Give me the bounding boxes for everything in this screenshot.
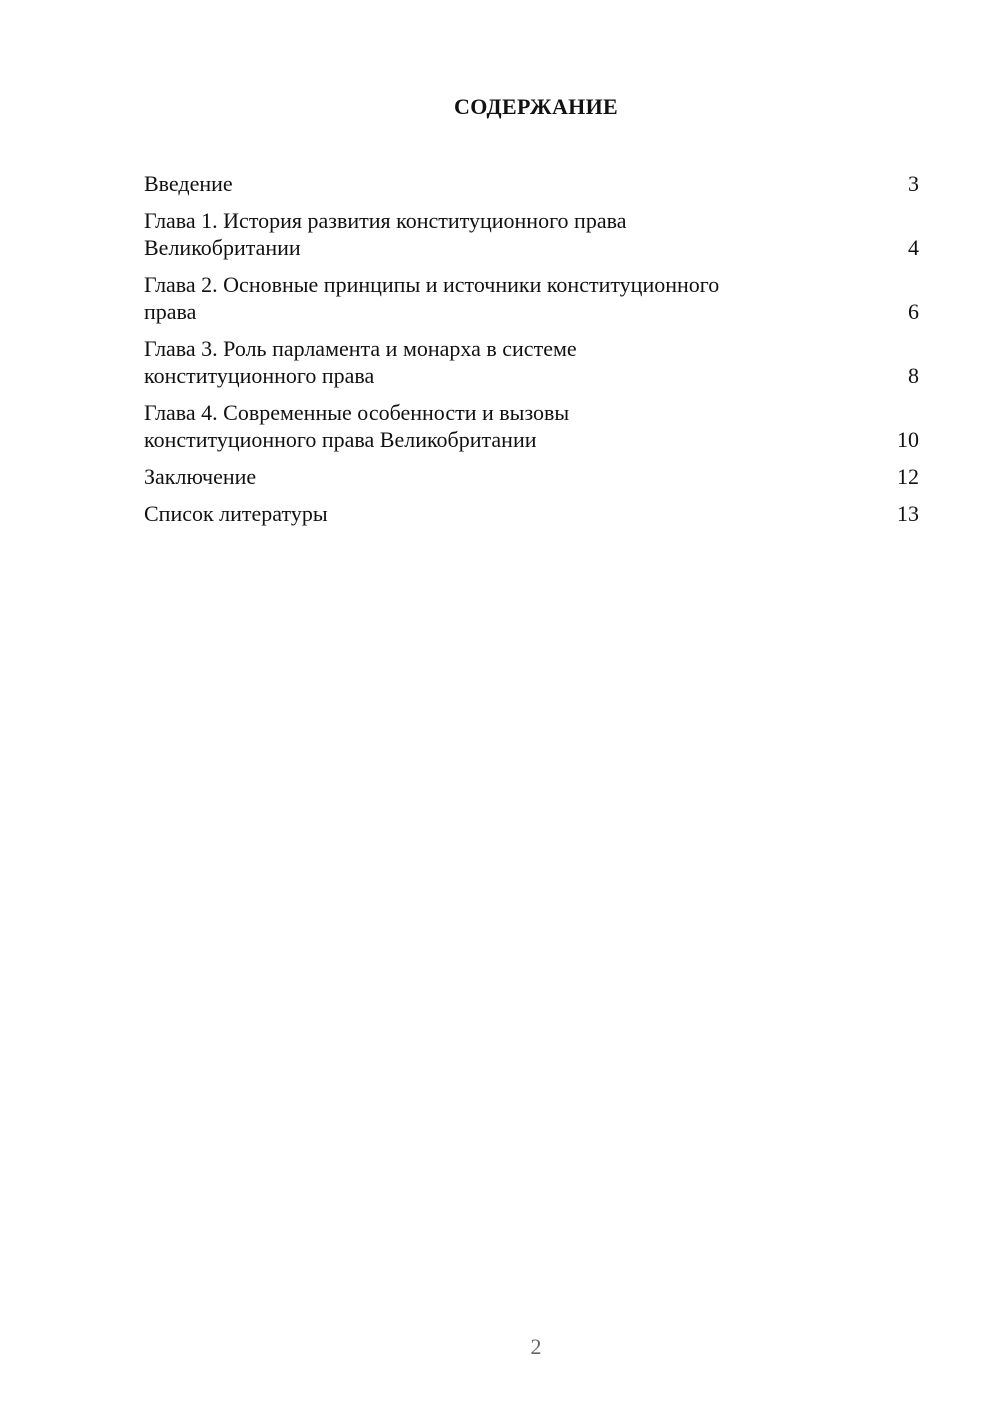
toc-entry-title (144, 463, 256, 490)
toc-entry-title-continuation: права (144, 299, 197, 324)
toc-entry-title-text: Глава 2. Основные принципы и источники конституционного (144, 272, 720, 297)
toc-entry-page: 13 (897, 501, 919, 526)
toc-entry-chapter-4 (144, 399, 919, 453)
toc-entry-title (144, 207, 626, 261)
toc-entry-title (144, 335, 577, 389)
toc-entry-page: 8 (908, 363, 919, 388)
page-title: СОДЕРЖАНИЕ (454, 94, 618, 119)
toc-entry-title-text: Список литературы (144, 501, 328, 526)
toc-entry-title (144, 399, 569, 453)
toc-entry-page: 3 (908, 171, 919, 196)
toc-entry-title (144, 271, 719, 325)
toc-entry-page: 6 (908, 299, 919, 324)
toc-entry-title-text: Глава 1. История развития конституционного права (144, 208, 627, 233)
toc-entry-introduction (144, 170, 919, 197)
toc-entry-title-text: Глава 4. Современные особенности и вызовы (144, 400, 570, 425)
toc-entry-page: 10 (897, 427, 919, 452)
toc-entry-title-continuation: конституционного права (144, 363, 375, 388)
toc-entry-page: 4 (908, 235, 919, 260)
toc-entry-chapter-2 (144, 271, 919, 325)
toc-entry-title-continuation: Великобритании (144, 235, 301, 260)
toc-entry-title (144, 500, 328, 527)
table-of-contents (144, 170, 919, 537)
toc-entry-title-text: Введение (144, 171, 233, 196)
toc-entry-title-continuation: конституционного права Великобритании (144, 427, 537, 452)
toc-entry-page: 12 (897, 464, 919, 489)
toc-entry-chapter-3 (144, 335, 919, 389)
page-number: 2 (530, 1334, 542, 1359)
toc-entry-references (144, 500, 919, 527)
toc-entry-conclusion (144, 463, 919, 490)
toc-entry-title (144, 170, 233, 197)
toc-entry-title-text: Заключение (144, 464, 257, 489)
toc-entry-chapter-1 (144, 207, 919, 261)
toc-entry-title-text: Глава 3. Роль парламента и монарха в системе (144, 336, 577, 361)
